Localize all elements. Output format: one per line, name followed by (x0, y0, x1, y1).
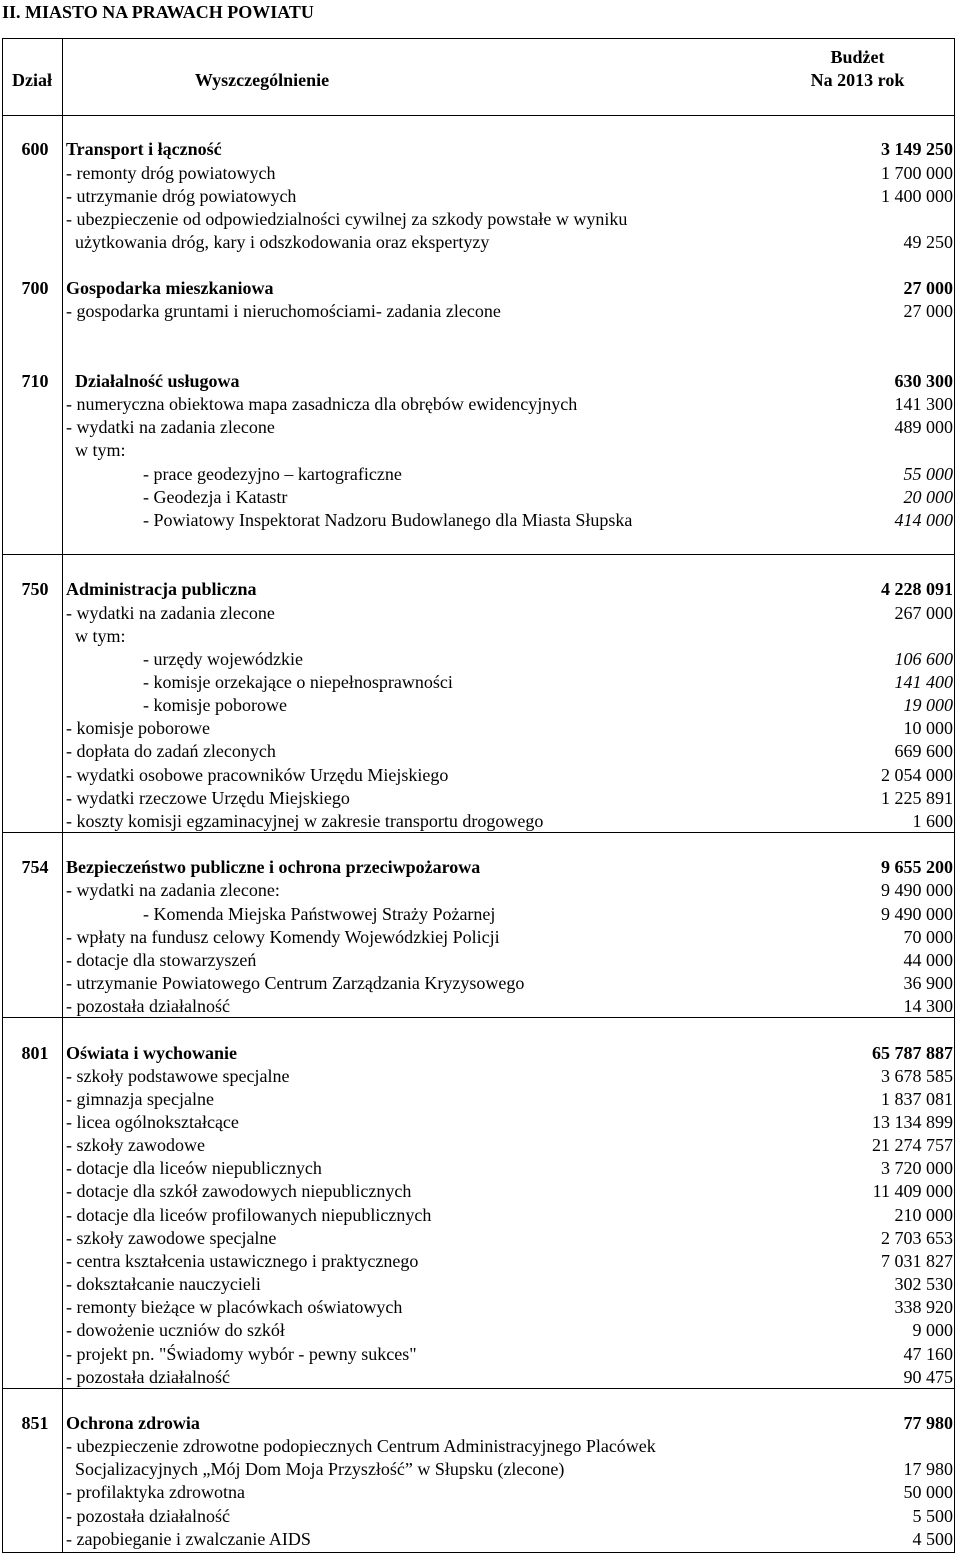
row-description: - wpłaty na fundusz celowy Komendy Wojewódzkiej Policji (66, 926, 500, 947)
row-description: - zapobieganie i zwalczanie AIDS (66, 1528, 311, 1549)
row-description: - szkoły zawodowe (66, 1135, 205, 1156)
row-description: - profilaktyka zdrowotna (66, 1482, 245, 1503)
budget-row (2, 1250, 955, 1273)
dzial-code: 700 (21, 278, 49, 299)
budget-row (2, 671, 955, 694)
budget-row (2, 486, 955, 509)
budget-row (2, 717, 955, 740)
row-amount: 11 409 000 (872, 1181, 953, 1202)
row-amount: 14 300 (903, 996, 953, 1017)
row-amount: 9 000 (912, 1320, 953, 1341)
budget-row (2, 787, 955, 810)
row-description: Działalność usługowa (75, 370, 240, 391)
budget-row (2, 949, 955, 972)
budget-row (2, 393, 955, 416)
row-amount: 65 787 887 (872, 1042, 953, 1063)
row-description: - dotacje dla szkół zawodowych niepublicznych (66, 1181, 412, 1202)
budget-row (2, 416, 955, 439)
row-amount: 49 250 (903, 232, 953, 253)
row-amount: 669 600 (894, 741, 953, 762)
budget-row (2, 208, 955, 231)
row-amount: 20 000 (903, 486, 953, 507)
row-description: Oświata i wychowanie (66, 1042, 237, 1063)
budget-section (2, 277, 955, 323)
header-budzet-year: Na 2013 rok (810, 70, 905, 90)
row-amount: 3 720 000 (881, 1158, 953, 1179)
row-amount: 9 490 000 (881, 880, 953, 901)
row-description: - remonty dróg powiatowych (66, 162, 276, 183)
section-heading-row (2, 1412, 955, 1435)
row-description: - ubezpieczenie zdrowotne podopiecznych Centrum Administracyjnego Placówek (66, 1436, 656, 1457)
row-amount: 27 000 (903, 278, 953, 299)
section-heading-row (2, 578, 955, 601)
row-description: - dotacje dla liceów profilowanych niepublicznych (66, 1204, 432, 1225)
budget-row (2, 1458, 955, 1481)
section-heading-row (2, 370, 955, 393)
row-amount: 2 703 653 (881, 1227, 953, 1248)
budget-section (2, 370, 955, 555)
row-amount: 106 600 (894, 648, 953, 669)
row-amount: 2 054 000 (881, 764, 953, 785)
budget-row (2, 740, 955, 763)
row-description: Gospodarka mieszkaniowa (66, 278, 274, 299)
budget-row (2, 995, 955, 1018)
row-amount: 27 000 (903, 301, 953, 322)
row-amount: 141 400 (894, 672, 953, 692)
budget-section (2, 1412, 955, 1551)
row-amount: 13 134 899 (872, 1111, 953, 1132)
row-description: w tym: (75, 625, 126, 646)
row-amount: 1 600 (912, 810, 953, 831)
budget-section (2, 856, 955, 1018)
row-amount: 1 837 081 (881, 1088, 953, 1109)
row-amount: 44 000 (903, 949, 953, 970)
budget-row (2, 185, 955, 208)
row-description: Ochrona zdrowia (66, 1413, 200, 1433)
row-description: - dotacje dla stowarzyszeń (66, 949, 257, 970)
row-description: - dokształcanie nauczycieli (66, 1274, 261, 1295)
budget-row (2, 1204, 955, 1227)
row-amount: 9 655 200 (881, 857, 953, 878)
row-amount: 70 000 (903, 926, 953, 947)
budget-row (2, 810, 955, 833)
row-description: - pozostała działalność (66, 1505, 230, 1526)
row-description: - wydatki na zadania zlecone: (66, 880, 280, 901)
row-amount: 1 225 891 (881, 787, 953, 808)
row-amount: 4 228 091 (881, 579, 953, 600)
budget-section (2, 578, 955, 833)
budget-row (2, 1157, 955, 1180)
budget-row (2, 602, 955, 625)
budget-table-body (2, 138, 955, 1551)
section-heading-row (2, 1042, 955, 1065)
row-description: - Geodezja i Katastr (143, 486, 288, 507)
row-amount: 19 000 (903, 695, 953, 716)
row-description: - dotacje dla liceów niepublicznych (66, 1158, 322, 1179)
row-description: - wydatki osobowe pracowników Urzędu Miejskiego (66, 764, 449, 785)
row-amount: 10 000 (903, 718, 953, 739)
row-amount: 17 980 (903, 1459, 953, 1480)
row-description: - dowożenie uczniów do szkół (66, 1320, 285, 1341)
budget-row (2, 509, 955, 532)
dzial-code: 600 (21, 139, 49, 160)
budget-row (2, 231, 955, 254)
row-amount: 5 500 (912, 1505, 953, 1526)
row-description: - Powiatowy Inspektorat Nadzoru Budowlanego dla Miasta Słupska (143, 509, 633, 530)
row-description: w tym: (75, 440, 126, 461)
budget-row (2, 1065, 955, 1088)
row-amount: 338 920 (894, 1297, 953, 1318)
row-amount: 210 000 (894, 1204, 953, 1225)
row-description: - wydatki na zadania zlecone (66, 417, 275, 438)
row-description: - szkoły podstawowe specjalne (66, 1065, 290, 1086)
row-description: - gospodarka gruntami i nieruchomościami- zadania zlecone (66, 301, 501, 322)
row-description: użytkowania dróg, kary i odszkodowania oraz ekspertyzy (75, 232, 490, 253)
section-heading-row (2, 856, 955, 879)
row-amount: 77 980 (903, 1413, 953, 1433)
row-description: - komisje orzekające o niepełnosprawności (143, 672, 453, 692)
row-description: - utrzymanie Powiatowego Centrum Zarządzania Kryzysowego (66, 973, 525, 994)
header-budzet: Budżet (830, 47, 885, 67)
budget-row (2, 972, 955, 995)
row-description: Socjalizacyjnych „Mój Dom Moja Przyszłość” w Słupsku (zlecone) (75, 1459, 565, 1480)
row-description: - koszty komisji egzaminacyjnej w zakresie transportu drogowego (66, 810, 544, 831)
row-amount: 9 490 000 (881, 903, 953, 924)
budget-row (2, 1528, 955, 1551)
dzial-code: 801 (21, 1042, 49, 1063)
section-heading-row (2, 277, 955, 300)
row-description: - centra kształcenia ustawicznego i praktycznego (66, 1250, 419, 1271)
budget-section (2, 138, 955, 254)
budget-row (2, 1180, 955, 1203)
row-amount: 50 000 (903, 1482, 953, 1503)
budget-row (2, 1481, 955, 1504)
row-description: - gimnazja specjalne (66, 1088, 214, 1109)
budget-row (2, 926, 955, 949)
row-amount: 47 160 (903, 1343, 953, 1364)
row-amount: 21 274 757 (872, 1135, 953, 1156)
row-description: - pozostała działalność (66, 996, 230, 1017)
dzial-code: 710 (21, 370, 49, 391)
row-description: - utrzymanie dróg powiatowych (66, 185, 297, 206)
row-description: Transport i łączność (66, 139, 222, 160)
row-description: Administracja publiczna (66, 579, 257, 600)
budget-row (2, 1296, 955, 1319)
budget-row (2, 764, 955, 787)
row-description: Bezpieczeństwo publiczne i ochrona przeciwpożarowa (66, 857, 481, 878)
budget-row (2, 1505, 955, 1528)
row-description: - wydatki rzeczowe Urzędu Miejskiego (66, 787, 350, 808)
budget-section (2, 1042, 955, 1389)
row-amount: 7 031 827 (881, 1250, 953, 1271)
budget-row (2, 903, 955, 926)
row-description: - ubezpieczenie od odpowiedzialności cywilnej za szkody powstałe w wyniku (66, 208, 628, 229)
section-heading-row (2, 138, 955, 161)
row-amount: 55 000 (903, 463, 953, 484)
budget-row (2, 1319, 955, 1342)
row-description: - szkoły zawodowe specjalne (66, 1227, 277, 1248)
row-amount: 90 475 (903, 1366, 953, 1387)
row-amount: 489 000 (894, 417, 953, 438)
budget-row (2, 1435, 955, 1458)
budget-row (2, 300, 955, 323)
row-amount: 3 149 250 (881, 139, 953, 160)
budget-row (2, 625, 955, 648)
row-amount: 267 000 (894, 602, 953, 623)
dzial-code: 851 (21, 1413, 49, 1433)
row-amount: 4 500 (912, 1528, 953, 1549)
row-description: - pozostała działalność (66, 1366, 230, 1387)
row-amount: 414 000 (894, 509, 953, 530)
row-description: - prace geodezyjno – kartograficzne (143, 463, 402, 484)
row-description: - numeryczna obiektowa mapa zasadnicza dla obrębów ewidencyjnych (66, 394, 578, 415)
row-description: - licea ogólnokształcące (66, 1111, 239, 1132)
budget-row (2, 1111, 955, 1134)
budget-row (2, 439, 955, 462)
budget-row (2, 463, 955, 486)
budget-row (2, 1273, 955, 1296)
row-amount: 3 678 585 (881, 1065, 953, 1086)
row-description: - Komenda Miejska Państwowej Straży Pożarnej (143, 903, 496, 924)
row-amount: 630 300 (894, 370, 953, 391)
budget-row (2, 879, 955, 902)
row-description: - komisje poborowe (66, 718, 210, 739)
budget-row (2, 1343, 955, 1366)
row-amount: 36 900 (903, 973, 953, 994)
budget-row (2, 1134, 955, 1157)
dzial-code: 750 (21, 579, 49, 600)
header-dzial: Dział (12, 70, 52, 90)
row-amount: 141 300 (894, 394, 953, 415)
header-wyszczegolnienie: Wyszczególnienie (194, 70, 330, 90)
budget-row (2, 1088, 955, 1111)
row-description: - komisje poborowe (143, 695, 287, 716)
row-description: - remonty bieżące w placówkach oświatowych (66, 1297, 403, 1318)
row-amount: 1 400 000 (881, 185, 953, 206)
budget-row (2, 694, 955, 717)
dzial-code: 754 (21, 857, 49, 878)
row-description: - projekt pn. "Świadomy wybór - pewny sukces" (66, 1343, 417, 1364)
budget-row (2, 1227, 955, 1250)
header-rule (2, 115, 955, 116)
budget-row (2, 1366, 955, 1389)
row-description: - wydatki na zadania zlecone (66, 602, 275, 623)
row-amount: 302 530 (894, 1274, 953, 1295)
row-amount: 1 700 000 (881, 162, 953, 183)
row-description: - dopłata do zadań zleconych (66, 741, 276, 762)
row-description: - urzędy wojewódzkie (143, 648, 303, 669)
page-title: II. MIASTO NA PRAWACH POWIATU (2, 2, 314, 22)
budget-row (2, 648, 955, 671)
budget-row (2, 162, 955, 185)
